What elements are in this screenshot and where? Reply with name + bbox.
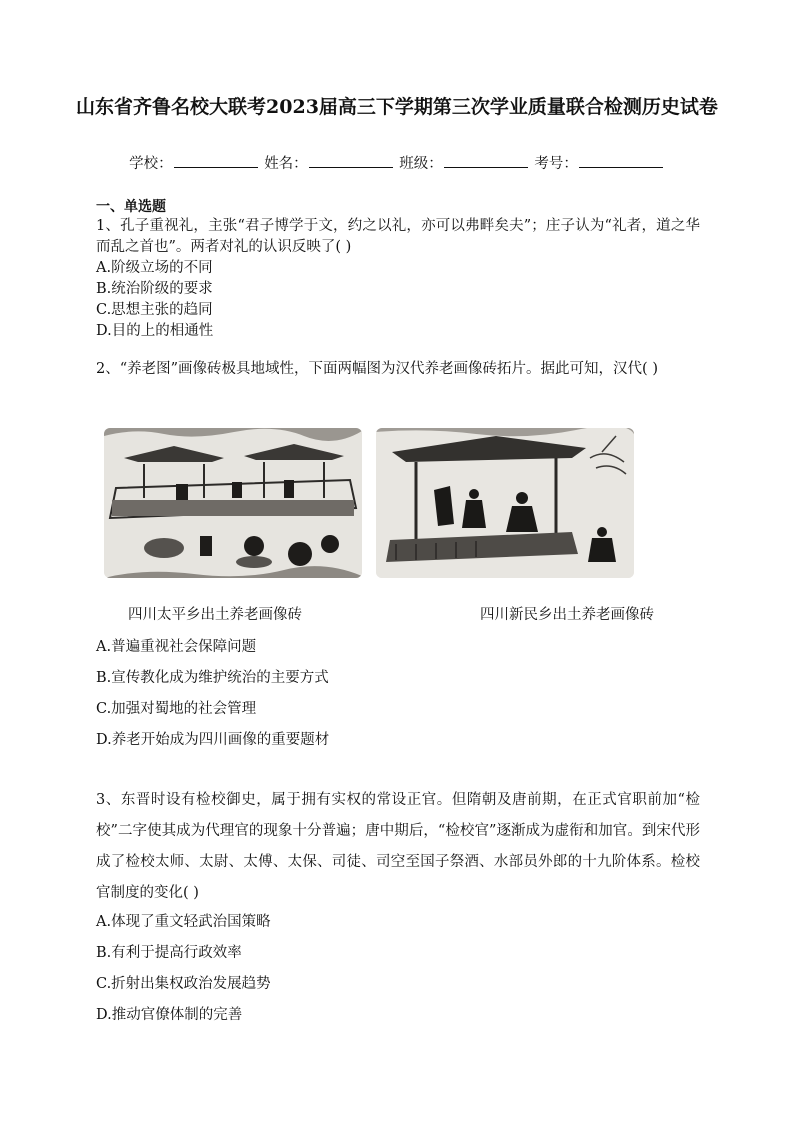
question-2-option-a: A.普遍重视社会保障问题 [96, 639, 257, 655]
question-1 [96, 216, 700, 342]
brick-rubbing-image-2 [376, 428, 634, 578]
exam-number-blank [579, 155, 663, 168]
question-2-option-c: C.加强对蜀地的社会管理 [96, 701, 257, 717]
question-2-option-d: D.养老开始成为四川画像的重要题材 [96, 732, 330, 748]
question-3-option-a: A.体现了重文轻武治国策略 [96, 914, 271, 930]
class-label: 班级： [399, 156, 443, 172]
question-3-option-b: B.有利于提高行政效率 [96, 945, 242, 961]
student-info-row [0, 152, 794, 173]
class-blank [444, 155, 528, 168]
question-2 [96, 354, 700, 384]
school-blank [174, 155, 258, 168]
question-3-option-c: C.折射出集权政治发展趋势 [96, 976, 271, 992]
question-1-option-d: D.目的上的相通性 [96, 323, 214, 339]
question-1-option-b: B.统治阶级的要求 [96, 281, 213, 297]
question-3-options [96, 907, 271, 1031]
question-2-options [96, 632, 329, 756]
question-1-option-c: C.思想主张的趋同 [96, 302, 213, 318]
question-1-option-a: A.阶级立场的不同 [96, 260, 213, 276]
image-caption-1: 四川太平乡出土养老画像砖 [128, 607, 302, 623]
exam-title: 山东省齐鲁名校大联考2023届高三下学期第三次学业质量联合检测历史试卷 [76, 96, 718, 118]
question-1-stem: 1、孔子重视礼，主张“君子博学于文，约之以礼，亦可以弗畔矣夫”；庄子认为“礼者，道之华而乱之首也”。两者对礼的认识反映了( ) [96, 218, 700, 255]
question-3-stem: 3、东晋时设有检校御史，属于拥有实权的常设正官。但隋朝及唐前期，在正式官职前加“检校”二字使其成为代理官的现象十分普遍；唐中期后，“检校官”逐渐成为虚衔和加官。到宋代形成了检校太师、太尉、太傅、太保、司徒、司空至国子祭酒、水部员外郎的十九阶体系。检校官制度的变化( ) [96, 792, 700, 901]
image-caption-2: 四川新民乡出土养老画像砖 [480, 607, 654, 623]
exam-number-label: 考号： [534, 156, 578, 172]
question-3 [96, 785, 700, 909]
question-2-option-b: B.宣传教化成为维护统治的主要方式 [96, 670, 329, 686]
question-2-stem: 2、“养老图”画像砖极具地域性，下面两幅图为汉代养老画像砖拓片。据此可知，汉代( ) [96, 361, 658, 377]
name-label: 姓名： [264, 156, 308, 172]
brick-rubbing-image-1 [104, 428, 362, 578]
school-label: 学校： [129, 156, 173, 172]
section-heading: 一、单选题 [96, 199, 166, 215]
question-3-option-d: D.推动官僚体制的完善 [96, 1007, 243, 1023]
name-blank [309, 155, 393, 168]
